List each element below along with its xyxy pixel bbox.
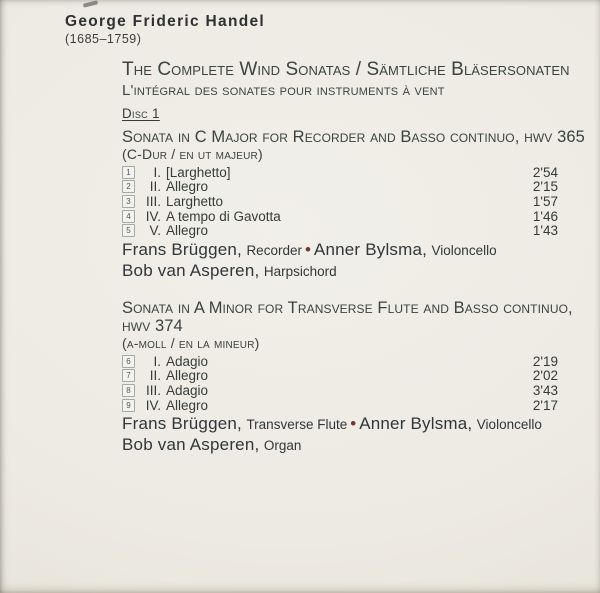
track-row xyxy=(122,354,580,369)
track-number-badge: 7 xyxy=(122,369,135,382)
track-movement-numeral: IV. xyxy=(145,208,161,224)
track-movement-numeral: II. xyxy=(149,179,161,195)
instrument-label: Organ xyxy=(263,438,302,454)
separator-bullet: • xyxy=(350,414,357,434)
credits-line xyxy=(122,414,580,435)
credits-line xyxy=(122,261,580,282)
track-duration: 1'43 xyxy=(532,223,558,239)
sonata2-hwv-line xyxy=(122,317,580,335)
track-number-badge: 2 xyxy=(122,180,135,193)
sonata1-section xyxy=(122,128,585,282)
sonata2-key-subtitle: (a-moll / en la mineur) xyxy=(122,334,260,351)
track-movement-numeral: II. xyxy=(149,368,161,384)
sonata1-heading-text: Sonata in C Major for Recorder and Basso continuo, xyxy=(122,128,520,146)
instrument-label: Violoncello xyxy=(431,242,497,258)
track-row xyxy=(122,369,580,384)
track-duration: 2'02 xyxy=(532,368,558,384)
track-duration: 2'19 xyxy=(532,353,558,369)
track-number-badge: 4 xyxy=(122,210,135,223)
track-movement-numeral: III. xyxy=(145,193,161,209)
track-title: Allegro xyxy=(166,179,209,195)
track-row xyxy=(122,165,580,180)
instrument-label: Harpsichord xyxy=(263,263,337,279)
instrument-label: Transverse Flute xyxy=(246,417,348,433)
track-duration: 1'46 xyxy=(532,208,558,224)
track-duration: 2'54 xyxy=(532,164,558,180)
track-row xyxy=(122,223,580,238)
performer-name: Anner Bylsma, xyxy=(313,239,428,259)
track-title: [Larghetto] xyxy=(166,164,231,180)
scan-smudge-mark xyxy=(83,0,99,8)
album-title: The Complete Wind Sonatas / Sämtliche Bläsersonaten xyxy=(122,59,570,80)
sonata1-credits xyxy=(122,240,580,282)
track-row xyxy=(122,398,580,413)
track-row xyxy=(122,209,580,224)
track-duration: 2'15 xyxy=(532,179,558,195)
track-title: Larghetto xyxy=(166,193,224,209)
track-title: Allegro xyxy=(166,368,209,384)
sonata2-hwv-number: hwv 374 xyxy=(122,316,183,335)
track-number-badge: 8 xyxy=(122,384,135,397)
track-title: Adagio xyxy=(166,382,209,398)
sonata1-heading xyxy=(122,128,585,146)
track-duration: 3'43 xyxy=(532,382,558,398)
track-movement-numeral: III. xyxy=(145,382,161,398)
sonata1-key-subtitle: (C-Dur / en ut majeur) xyxy=(122,146,263,162)
track-movement-numeral: I. xyxy=(153,164,161,180)
track-duration: 1'57 xyxy=(532,193,558,209)
track-title: Allegro xyxy=(166,223,209,239)
track-title: Allegro xyxy=(166,397,209,413)
track-title: A tempo di Gavotta xyxy=(166,208,281,224)
track-title: Adagio xyxy=(166,353,209,369)
track-row xyxy=(122,180,580,195)
track-number-badge: 6 xyxy=(122,355,135,368)
performer-name: Bob van Asperen, xyxy=(122,435,260,455)
disc-label: Disc 1 xyxy=(122,106,160,121)
track-movement-numeral: IV. xyxy=(145,397,161,413)
sonata2-section xyxy=(122,299,580,456)
sonata1-tracklist xyxy=(122,165,580,238)
performer-name: Frans Brüggen, xyxy=(122,239,242,259)
sonata2-tracklist xyxy=(122,354,580,412)
sonata2-heading: Sonata in A Minor for Transverse Flute and Basso continuo, xyxy=(122,298,573,317)
instrument-label: Violoncello xyxy=(476,417,542,433)
album-title-french: L'intégral des sonates pour instruments à vent xyxy=(122,82,445,99)
track-movement-numeral: I. xyxy=(153,353,161,369)
track-duration: 2'17 xyxy=(532,397,558,413)
separator-bullet: • xyxy=(304,239,311,259)
track-number-badge: 3 xyxy=(122,195,135,208)
track-row xyxy=(122,383,580,398)
composer-block xyxy=(65,13,600,46)
credits-line xyxy=(122,240,580,261)
sonata2-credits xyxy=(122,414,580,456)
performer-name: Anner Bylsma, xyxy=(359,414,473,434)
credits-line xyxy=(122,435,580,456)
track-movement-numeral: V. xyxy=(149,223,161,239)
instrument-label: Recorder xyxy=(246,242,302,258)
performer-name: Frans Brüggen, xyxy=(122,414,242,434)
track-number-badge: 1 xyxy=(122,166,135,179)
sonata1-hwv-number: hwv 365 xyxy=(524,128,585,146)
composer-name: George Frideric Handel xyxy=(65,13,266,30)
track-row xyxy=(122,194,580,209)
track-number-badge: 5 xyxy=(122,224,135,237)
track-number-badge: 9 xyxy=(122,399,135,412)
performer-name: Bob van Asperen, xyxy=(122,260,260,280)
composer-dates: (1685–1759) xyxy=(65,32,142,46)
booklet-content xyxy=(122,59,585,456)
